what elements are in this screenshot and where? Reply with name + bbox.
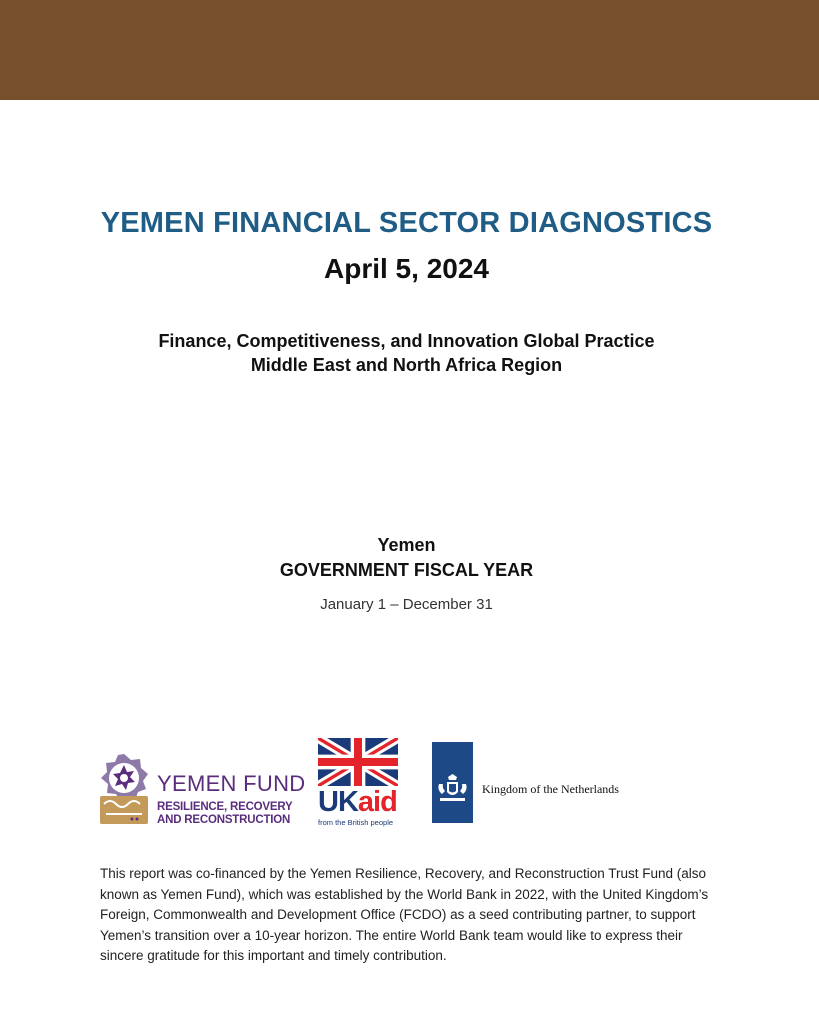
yemen-fund-logo: [98, 752, 306, 830]
top-color-band: [0, 0, 819, 100]
region-name: Middle East and North Africa Region: [250, 355, 563, 375]
ukaid-wordmark: UKaid: [318, 786, 397, 818]
yemen-fund-name: YEMEN FUND: [157, 771, 306, 796]
netherlands-logo-bar: [432, 742, 473, 823]
netherlands-name: Kingdom of the Netherlands: [482, 782, 619, 796]
ukaid-logo: [318, 738, 400, 828]
report-title: YEMEN FINANCIAL SECTOR DIAGNOSTICS: [100, 207, 713, 239]
fiscal-year-label: GOVERNMENT FISCAL YEAR: [279, 560, 534, 580]
netherlands-coat-of-arms-icon: [436, 774, 469, 804]
yemen-fund-subtitle-2: AND RECONSTRUCTION: [157, 814, 291, 826]
report-date: April 5, 2024: [324, 253, 489, 284]
ukaid-tagline: from the British people: [318, 818, 394, 827]
yemen-fund-subtitle-1: RESILIENCE, RECOVERY: [157, 801, 293, 813]
practice-name: Finance, Competitiveness, and Innovation Global Practice: [158, 331, 655, 351]
yemen-fund-emblem-icon: [98, 752, 150, 826]
cofinancing-note: This report was co-financed by the Yemen Resilience, Recovery, and Reconstruction Trust Fund (also known as Yemen Fund), which was established by the World Bank in 2022, with the United Kingdom’s Foreign, Commonwealth and Development Office (FCDO) as a seed contributing partner, to support Yemen’s transition over a 10-year horizon. The entire World Bank team would like to express their sincere gratitude for this important and timely contribution.: [100, 866, 709, 963]
country-name: Yemen: [377, 535, 436, 555]
union-jack-icon: [318, 738, 398, 786]
fiscal-year-range: January 1 – December 31: [320, 596, 493, 613]
